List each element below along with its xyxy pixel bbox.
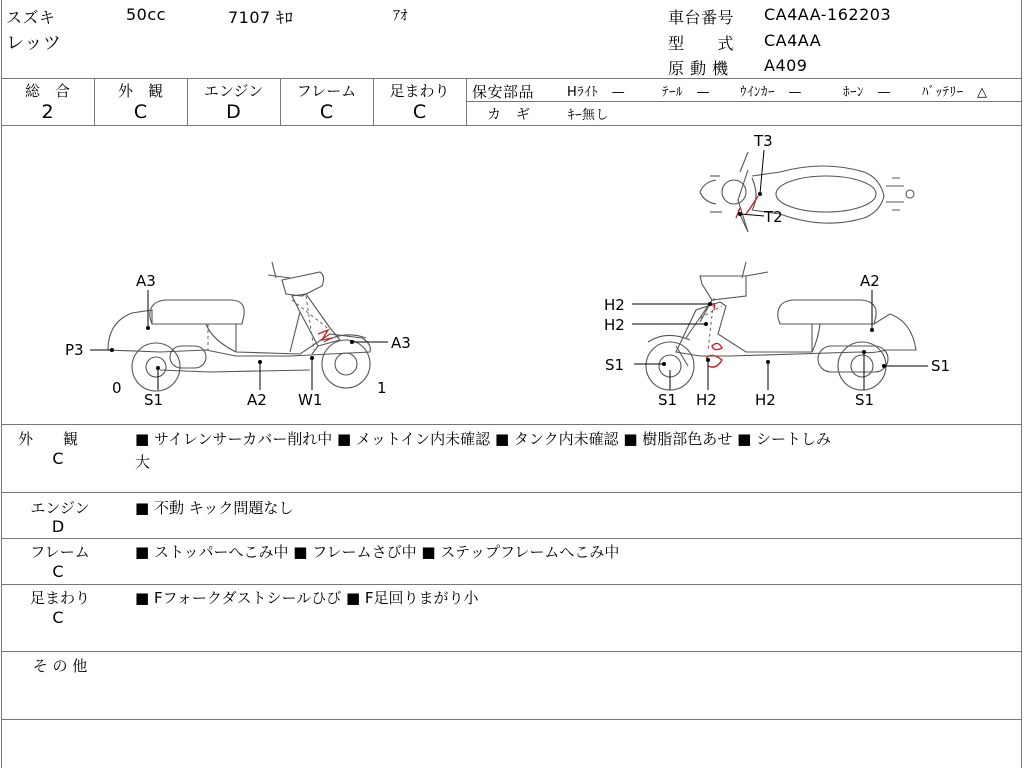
section-engine-title: エンジン	[30, 499, 90, 517]
mileage: 7107 ｷﾛ	[228, 8, 294, 27]
scooter-top-view	[700, 152, 914, 232]
safety-label: 保安部品	[472, 83, 535, 101]
damage-mark-a3-left	[318, 330, 332, 340]
section-divider-5	[1, 719, 1022, 720]
engine-value: A409	[764, 56, 808, 75]
label-right-h2-bottom: H2	[696, 391, 717, 409]
label-right-a2: A2	[860, 272, 880, 290]
grade-exterior-label: 外 観	[117, 82, 163, 100]
frame-no-label: 車台番号	[668, 8, 735, 27]
safety-headlight: Hﾗｲﾄ —	[567, 85, 626, 100]
frame-no-value: CA4AA-162203	[764, 5, 892, 24]
damage-mark-h2-mid	[712, 343, 722, 349]
type-label: 型 式	[668, 34, 735, 53]
grade-frame-label: フレーム	[296, 82, 357, 100]
label-left-a3-right: A3	[391, 334, 411, 352]
scooter-damage-diagram	[0, 126, 1024, 423]
section-divider-1	[1, 492, 1022, 493]
section-frame-text: ■ ストッパーへこみ中 ■ フレームさび中 ■ ステップフレームへこみ中	[135, 543, 620, 561]
section-exterior-text-cont: 大	[135, 453, 151, 471]
safety-taillight: ﾃｰﾙ —	[662, 85, 711, 100]
grade-suspension-label: 足まわり	[389, 82, 450, 100]
safety-winker: ｳｲﾝｶｰ —	[740, 85, 803, 100]
safety-inner-divider	[466, 101, 1022, 102]
label-top-t3: T3	[754, 132, 773, 150]
section-engine-grade: D	[51, 517, 65, 536]
diagram-divider	[1, 424, 1022, 425]
key-label: カ ギ	[487, 107, 531, 123]
grade-engine-value: D	[226, 101, 241, 123]
section-divider-2	[1, 538, 1022, 539]
label-left-a3-top: A3	[136, 272, 156, 290]
model-name: レッツ	[6, 33, 62, 54]
section-suspension-grade: C	[52, 608, 64, 627]
section-engine-text: ■ 不動 キック問題なし	[135, 499, 294, 517]
label-left-p3: P3	[65, 341, 84, 359]
section-suspension-text: ■ Fフォークダストシールひび ■ F足回りまがり小	[135, 589, 479, 607]
grade-overall-value: 2	[41, 101, 54, 123]
label-left-zero: 0	[112, 379, 122, 397]
engine-label: 原 動 機	[668, 59, 729, 78]
grade-engine-label: エンジン	[203, 82, 264, 100]
section-exterior-title: 外 観	[17, 430, 78, 448]
section-suspension-title: 足まわり	[29, 589, 90, 607]
label-right-h2-b: H2	[604, 316, 625, 334]
section-other-title: そ の 他	[32, 657, 88, 675]
section-divider-4	[1, 651, 1022, 652]
safety-battery: ﾊﾞｯﾃﾘｰ △	[922, 85, 988, 100]
label-right-s1-left: S1	[605, 356, 625, 374]
maker: スズキ	[6, 8, 56, 27]
section-exterior-text: ■ サイレンサーカバー削れ中 ■ メットイン内未確認 ■ タンク内未確認 ■ 樹脂部色あせ ■ シートしみ	[135, 430, 832, 448]
label-right-h2-mid: H2	[755, 391, 776, 409]
section-frame-grade: C	[52, 562, 64, 581]
color: ｱｵ	[393, 8, 408, 24]
grade-frame-value: C	[319, 101, 334, 123]
label-right-s1-bottom: S1	[658, 391, 678, 409]
displacement: 50cc	[126, 5, 166, 24]
safety-horn: ﾎｰﾝ —	[843, 85, 892, 100]
section-divider-3	[1, 584, 1022, 585]
section-frame-title: フレーム	[30, 543, 90, 561]
grade-suspension-value: C	[412, 101, 427, 123]
label-left-s1: S1	[144, 391, 164, 409]
grade-exterior-value: C	[133, 101, 148, 123]
damage-mark-t3	[746, 196, 758, 214]
label-right-s1-right: S1	[931, 357, 951, 375]
section-exterior-grade: C	[52, 449, 64, 468]
label-right-h2-a: H2	[604, 296, 625, 314]
key-value: ｷｰ無し	[568, 108, 610, 123]
type-value: CA4AA	[764, 31, 822, 50]
header-divider	[1, 78, 1022, 79]
label-right-s1-bottom-right: S1	[855, 391, 875, 409]
label-left-a2: A2	[247, 391, 267, 409]
label-left-w1: W1	[298, 391, 323, 409]
grade-overall-label: 総 合	[24, 82, 70, 100]
label-top-t2: T2	[764, 208, 783, 226]
label-left-one: 1	[377, 379, 387, 397]
